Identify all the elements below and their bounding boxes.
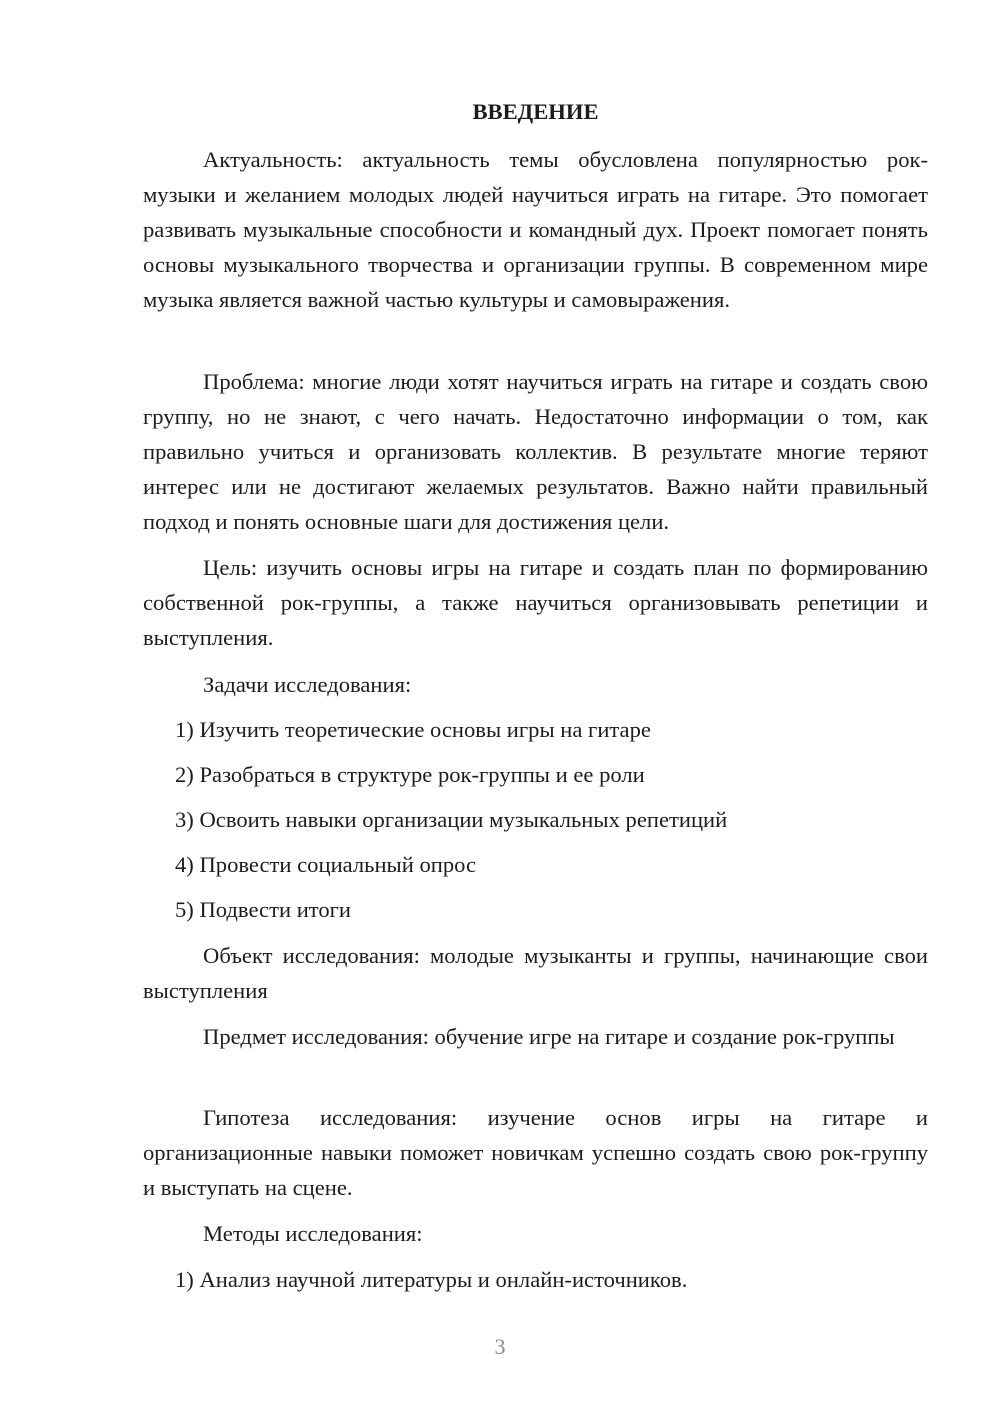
goal-paragraph: Цель: изучить основы игры на гитаре и создать план по формированию собственной рок-группы, а также научиться организовывать репетиции и выступления. <box>143 555 928 650</box>
tasks-heading: Задачи исследования: <box>203 672 412 697</box>
task-item-3: 3) Освоить навыки организации музыкальных репетиций <box>175 807 728 832</box>
methods-heading: Методы исследования: <box>203 1221 423 1246</box>
task-item-2: 2) Разобраться в структуре рок-группы и ее роли <box>175 762 645 787</box>
task-item-1: 1) Изучить теоретические основы игры на гитаре <box>175 717 651 742</box>
task-item-5: 5) Подвести итоги <box>175 897 352 922</box>
subject-paragraph: Предмет исследования: обучение игре на гитаре и создание рок-группы <box>203 1024 895 1049</box>
page-number: 3 <box>494 1334 506 1359</box>
problem-paragraph: Проблема: многие люди хотят научиться играть на гитаре и создать свою группу, но не знают, с чего начать. Недостаточно информации о том, как правильно учиться и организовать коллектив. В результате многие теряют интерес или не достигают желаемых результатов. Важно найти правильный подход и понять основные шаги для достижения цели. <box>143 369 928 534</box>
section-title: ВВЕДЕНИЕ <box>472 99 599 124</box>
relevance-paragraph: Актуальность: актуальность темы обусловлена популярностью рок-музыки и желанием молодых людей научиться играть на гитаре. Это помогает развивать музыкальные способности и командный дух. Проект помогает понять основы музыкального творчества и организации группы. В современном мире музыка является важной частью культуры и самовыражения. <box>143 147 928 312</box>
hypothesis-paragraph: Гипотеза исследования: изучение основ игры на гитаре и организационные навыки поможет новичкам успешно создать свою рок-группу и выступать на сцене. <box>143 1105 928 1200</box>
object-paragraph: Объект исследования: молодые музыканты и группы, начинающие свои выступления <box>143 943 928 1003</box>
task-item-4: 4) Провести социальный опрос <box>175 852 477 877</box>
method-item-1: 1) Анализ научной литературы и онлайн-источников. <box>175 1267 688 1292</box>
